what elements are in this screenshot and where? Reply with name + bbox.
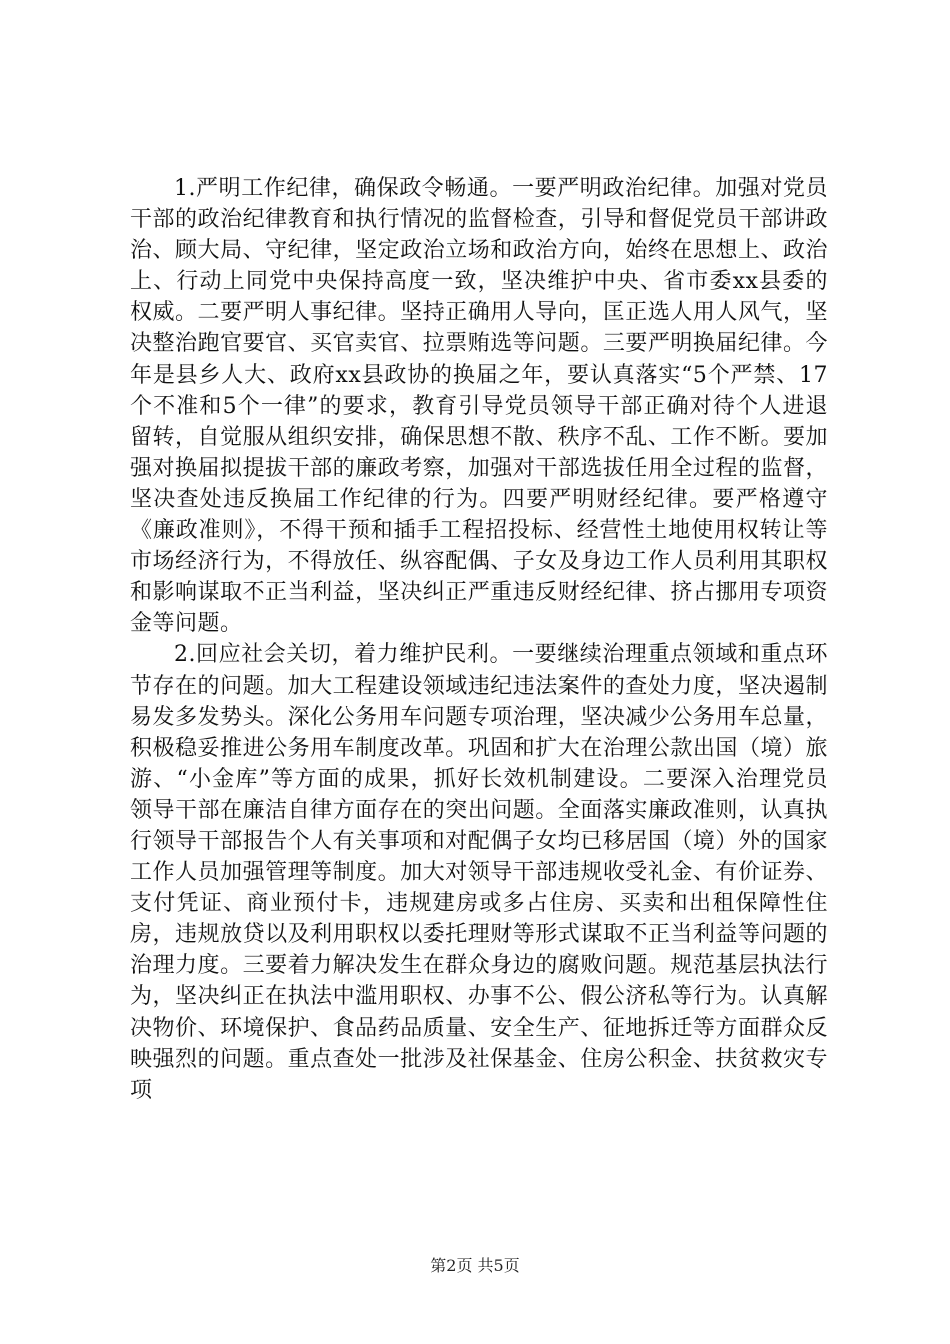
page-number-footer: 第2页 共5页: [430, 1256, 520, 1275]
paragraph-2: 2.回应社会关切，着力维护民利。一要继续治理重点领域和重点环节存在的问题。加大工程建设领域违纪违法案件的查处力度，坚决遏制易发多发势头。深化公务用车问题专项治理，坚决减少公务用车总量，积极稳妥推进公务用车制度改革。巩固和扩大在治理公款出国（境）旅游、“小金库”等方面的成果，抓好长效机制建设。二要深入治理党员领导干部在廉洁自律方面存在的突出问题。全面落实廉政准则，认真执行领导干部报告个人有关事项和对配偶子女均已移居国（境）外的国家工作人员加强管理等制度。加大对领导干部违规收受礼金、有价证券、支付凭证、商业预付卡，违规建房或多占住房、买卖和出租保障性住房，违规放贷以及利用职权以委托理财等形式谋取不正当利益等问题的治理力度。三要着力解决发生在群众身边的腐败问题。规范基层执法行为，坚决纠正在执法中滥用职权、办事不公、假公济私等行为。认真解决物价、环境保护、食品药品质量、安全生产、征地拆迁等方面群众反映强烈的问题。重点查处一批涉及社保基金、住房公积金、扶贫救灾专项: [130, 642, 828, 1103]
document-body: [130, 173, 828, 1106]
paragraph-1: 1.严明工作纪律，确保政令畅通。一要严明政治纪律。加强对党员干部的政治纪律教育和执行情况的监督检查，引导和督促党员干部讲政治、顾大局、守纪律，坚定政治立场和政治方向，始终在思想上、政治上、行动上同党中央保持高度一致，坚决维护中央、省市委xx县委的权威。二要严明人事纪律。坚持正确用人导向，匡正选人用人风气，坚决整治跑官要官、买官卖官、拉票贿选等问题。三要严明换届纪律。今年是县乡人大、政府xx县政协的换届之年，要认真落实“5个严禁、17个不准和5个一律”的要求，教育引导党员领导干部正确对待个人进退留转，自觉服从组织安排，确保思想不散、秩序不乱、工作不断。要加强对换届拟提拔干部的廉政考察，加强对干部选拔任用全过程的监督，坚决查处违反换届工作纪律的行为。四要严明财经纪律。要严格遵守《廉政准则》，不得干预和插手工程招投标、经营性土地使用权转让等市场经济行为，不得放任、纵容配偶、子女及身边工作人员利用其职权和影响谋取不正当利益，坚决纠正严重违反财经纪律、挤占挪用专项资金等问题。: [130, 176, 828, 637]
